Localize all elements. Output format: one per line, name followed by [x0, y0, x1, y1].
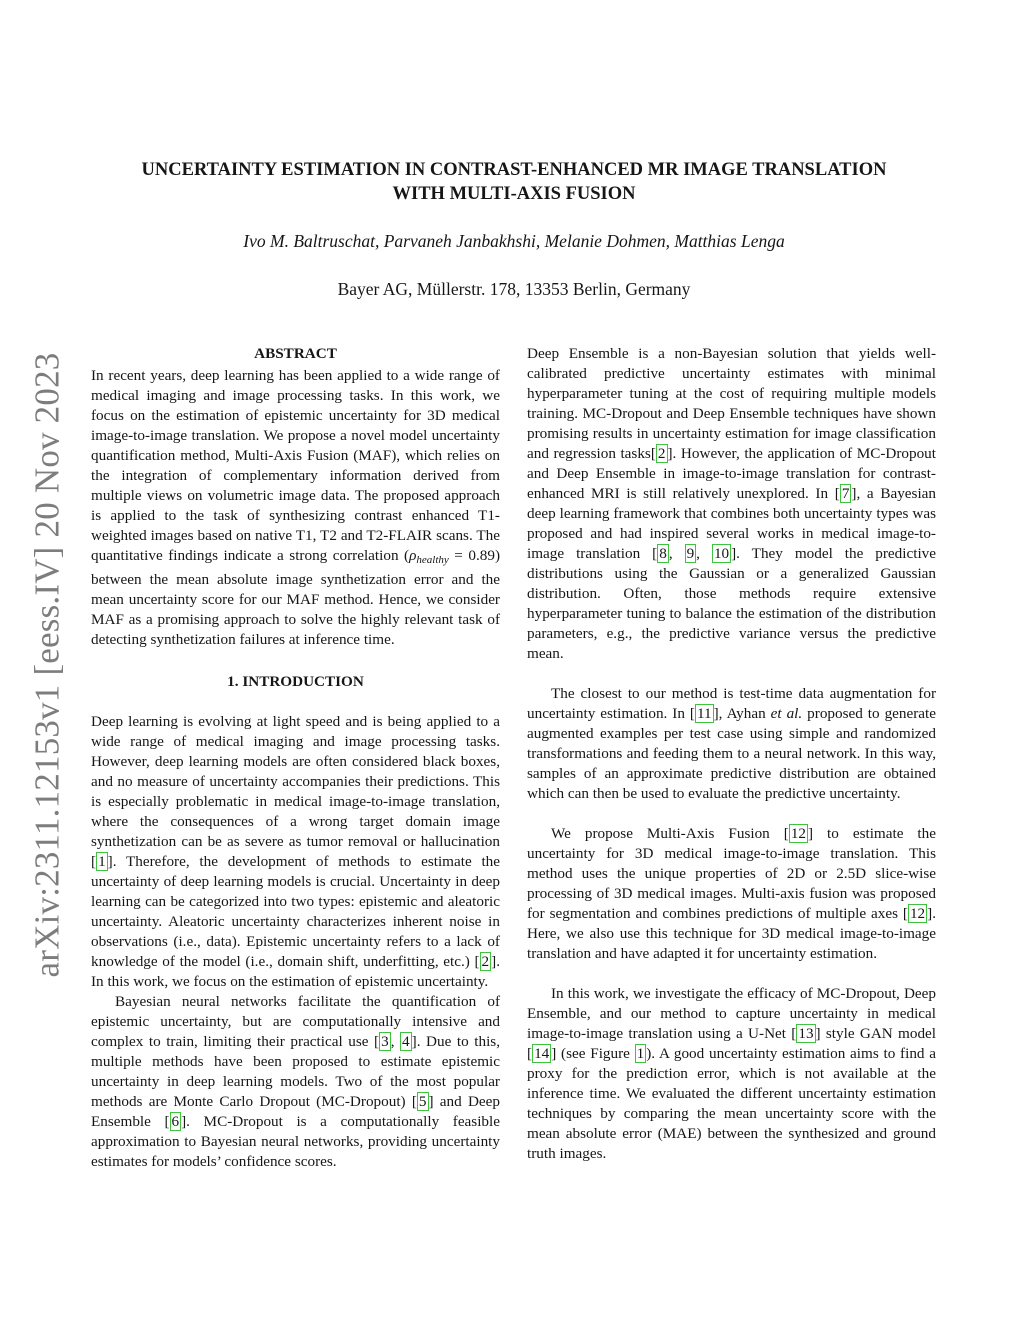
citation-link[interactable]: 7: [841, 485, 850, 502]
right-column: [527, 344, 936, 1164]
citation-link[interactable]: 12: [790, 825, 806, 842]
abstract-heading: ABSTRACT: [254, 345, 337, 362]
rho-value: = 0.89: [448, 547, 495, 564]
citation-link[interactable]: 2: [481, 953, 490, 970]
intro-heading: 1. INTRODUCTION: [227, 673, 364, 690]
abstract-body: In recent years, deep learning has been applied to a wide range of medical imaging and image processing tasks. In this work, we focus on the estimation of epistemic uncertainty for 3D medical image-to-image translation. We propose a novel model uncertainty quantification method, Multi-Axis Fusion (MAF), which relies on the integration of complementary information derived from multiple views on volumetric image data. The proposed approach is applied to the task of synthesizing contrast enhanced T1-weighted images based on native T1, T2 and T2-FLAIR scans. The quantitative findings indicate a strong correlation $(\rho_{healthy} = 0.89)$ between the mean absolute image synthetization error and the mean uncertainty score for our MAF method. Hence, we consider MAF as a promising approach to solve the highly relevant task of detecting synthetization failures at inference time.: [91, 367, 500, 648]
arxiv-id-text: arXiv:2311.12153v1 [eess.IV] 20 Nov 2023: [27, 352, 67, 978]
intro-paragraph-2: Bayesian neural networks facilitate the quantification of epistemic uncertainty, but are computationally intensive and complex to train, limiting their practical use [ 3 , 4 ]. Due to this, multiple methods have been proposed to estimate epistemic uncertainty in deep learning models. Two of the most popular methods are Monte Carlo Dropout (MC-Dropout) [ 5 ] and Deep Ensemble [ 6 ]. MC-Dropout is a computationally feasible approximation to Bayesian neural networks, providing uncertainty estimates for models’ confidence scores.: [91, 993, 501, 1170]
affiliation: Bayer AG, Müllerstr. 178, 13353 Berlin, Germany: [337, 279, 691, 299]
citation-link[interactable]: 14: [534, 1045, 550, 1062]
intro-paragraph-3: Deep Ensemble is a non-Bayesian solution that yields well-calibrated predictive uncertainty estimates with minimal hyperparameter tuning at the cost of requiring multiple models training. MC-Dropout and Deep Ensemble techniques have shown promising results in uncertainty estimation for image classification and regression tasks[ 2 ]. However, the application of MC-Dropout and Deep Ensemble in image-to-image translation for contrast-enhanced MRI is still relatively unexplored. In [ 7 ], a Bayesian deep learning framework that combines both uncertainty types was proposed and had inspired several works in medical image-to-image translation [ 8 , 9 , 10 ]. They model the predictive distributions using the Gaussian or a generalized Gaussian distribution. Often, those methods require extensive hyperparameter tuning to balance the estimation of the distribution parameters, e.g., the predictive variance versus the predictive mean.: [527, 345, 937, 662]
citation-link[interactable]: 5: [418, 1093, 427, 1110]
title-line-1: UNCERTAINTY ESTIMATION IN CONTRAST-ENHANCED MR IMAGE TRANSLATION: [141, 160, 887, 180]
intro-paragraph-6: In this work, we investigate the efficacy of MC-Dropout, Deep Ensemble, and our method to capture uncertainty in medical image-to-image translation using a U-Net [ 13 ] style GAN model [ 14 ] (see Figure 1 ). A good uncertainty estimation aims to find a proxy for the prediction error, which is not available at the inference time. We evaluated the different uncertainty estimation techniques by comparing the mean uncertainty score with the mean absolute error (MAE) between the synthesized and ground truth images.: [527, 985, 937, 1162]
citation-link[interactable]: 6: [171, 1113, 180, 1130]
citation-link[interactable]: 11: [696, 705, 712, 722]
intro-paragraph-4: The closest to our method is test-time data augmentation for uncertainty estimation. In [ 11 ], Ayhan et al. proposed to generate augmented examples per test case using simple and randomized transformations and feeding them to a neural network. In this way, samples of an approximate predictive distribution are obtained which can then be used to evaluate the predictive uncertainty.: [527, 685, 937, 802]
intro-paragraph-5: We propose Multi-Axis Fusion [ 12 ] to estimate the uncertainty for 3D medical image-to-image translation. This method uses the unique properties of 2D or 2.5D slice-wise processing of 3D medical images. Multi-axis fusion was proposed for segmentation and combines predictions of multiple axes [ 12 ]. Here, we also use this technique for 3D medical image-to-image translation and have adapted it for uncertainty estimation.: [527, 825, 936, 962]
title-line-2: WITH MULTI-AXIS FUSION: [392, 184, 636, 204]
rho-subscript: healthy: [416, 554, 449, 566]
citation-link[interactable]: 8: [659, 545, 667, 562]
citation-link[interactable]: 3: [381, 1033, 389, 1050]
citation-link[interactable]: 1: [98, 853, 106, 870]
left-column: [91, 344, 500, 1172]
intro-paragraph-1: Deep learning is evolving at light speed and is being applied to a wide range of medical imaging and image processing tasks. However, deep learning models are often considered black boxes, and no measure of uncertainty accompanies their predictions. This is especially problematic in medical image-to-image translation, where the consequences of a wrong target domain image synthetization can be as severe as tumor removal or hallucination [ 1 ]. Therefore, the development of methods to estimate the uncertainty of deep learning models is crucial. Uncertainty in deep learning can be categorized into two types: epistemic and aleatoric uncertainty. Aleatoric uncertainty characterizes inherent noise in observations (i.e., data). Epistemic uncertainty refers to a lack of knowledge of the model (i.e., domain shift, underfitting, etc.) [ 2 ]. In this work, we focus on the estimation of epistemic uncertainty.: [91, 713, 500, 990]
citation-link[interactable]: 9: [686, 545, 695, 562]
citation-link[interactable]: 13: [798, 1025, 814, 1042]
rho-symbol: ρ: [409, 547, 417, 564]
citation-link[interactable]: 2: [657, 445, 666, 462]
citation-link[interactable]: 4: [402, 1033, 410, 1050]
et-al: et al.: [770, 705, 803, 722]
citation-link[interactable]: 10: [713, 545, 730, 562]
arxiv-identifier: [8, 345, 86, 985]
author-list: Ivo M. Baltruschat, Parvaneh Janbakhshi, Melanie Dohmen, Matthias Lenga: [243, 231, 785, 251]
paper-title: [90, 158, 938, 206]
figure-link[interactable]: 1: [636, 1045, 645, 1062]
citation-link[interactable]: 12: [909, 905, 926, 922]
